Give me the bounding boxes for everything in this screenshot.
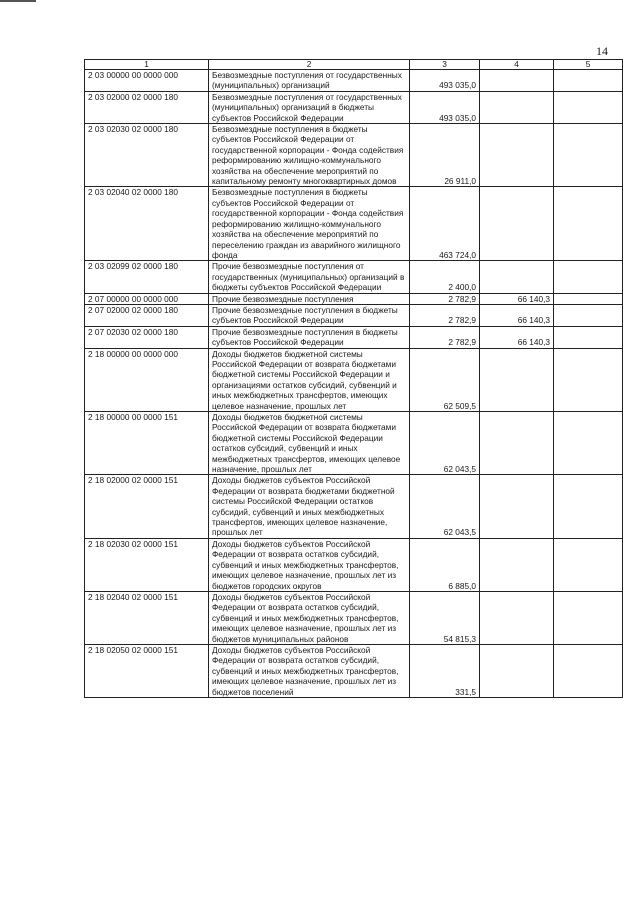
name-cell: Безвозмездные поступления в бюджеты субъектов Российской Федерации от государственной корпорации - Фонда содействия реформированию жилищно-коммунального хозяйства на обеспечение мероприятий по капитальному ремонту многоквартирных домов [209, 124, 410, 187]
value-col3-cell: 62 043,5 [410, 412, 480, 475]
column-header: 5 [554, 60, 623, 70]
code-cell: 2 07 02030 02 0000 180 [85, 326, 209, 348]
table-body [85, 70, 623, 698]
name-cell: Прочие безвозмездные поступления в бюджеты субъектов Российской Федерации [209, 304, 410, 326]
name-cell: Доходы бюджетов субъектов Российской Федерации от возврата остатков субсидий, субвенций и иных межбюджетных трансфертов, имеющих целевое назначение, прошлых лет из бюджетов поселений [209, 644, 410, 697]
value-col4-cell [480, 124, 554, 187]
value-col3-cell: 54 815,3 [410, 591, 480, 644]
value-col5-cell [554, 538, 623, 591]
code-cell: 2 18 02050 02 0000 151 [85, 644, 209, 697]
value-col3-cell: 493 035,0 [410, 70, 480, 92]
value-col5-cell [554, 326, 623, 348]
table-row [85, 304, 623, 326]
value-col4-cell: 66 140,3 [480, 326, 554, 348]
column-header: 3 [410, 60, 480, 70]
budget-table [84, 59, 623, 698]
table-row [85, 591, 623, 644]
name-cell: Прочие безвозмездные поступления [209, 293, 410, 304]
code-cell: 2 18 00000 00 0000 000 [85, 348, 209, 411]
value-col3-cell: 26 911,0 [410, 124, 480, 187]
value-col3-cell: 62 043,5 [410, 475, 480, 538]
code-cell: 2 03 02000 02 0000 180 [85, 91, 209, 123]
name-cell: Прочие безвозмездные поступления в бюджеты субъектов Российской Федерации [209, 326, 410, 348]
code-cell: 2 18 02040 02 0000 151 [85, 591, 209, 644]
table-row [85, 538, 623, 591]
code-cell: 2 03 02099 02 0000 180 [85, 261, 209, 293]
value-col4-cell [480, 91, 554, 123]
name-cell: Доходы бюджетов бюджетной системы Российской Федерации от возврата бюджетами бюджетной системы Российской Федерации остатков субсидий, субвенций и иных межбюджетных трансфертов, имеющих целевое назначение, прошлых лет [209, 412, 410, 475]
name-cell: Доходы бюджетов субъектов Российской Федерации от возврата остатков субсидий, субвенций и иных межбюджетных трансфертов, имеющих целевое назначение, прошлых лет из бюджетов городских округов [209, 538, 410, 591]
table-row [85, 91, 623, 123]
code-cell: 2 07 00000 00 0000 000 [85, 293, 209, 304]
column-header: 4 [480, 60, 554, 70]
code-cell: 2 07 02000 02 0000 180 [85, 304, 209, 326]
value-col4-cell [480, 538, 554, 591]
value-col3-cell: 2 782,9 [410, 293, 480, 304]
value-col4-cell [480, 261, 554, 293]
value-col4-cell [480, 591, 554, 644]
value-col5-cell [554, 412, 623, 475]
code-cell: 2 18 02030 02 0000 151 [85, 538, 209, 591]
column-header: 2 [209, 60, 410, 70]
value-col4-cell [480, 475, 554, 538]
value-col5-cell [554, 348, 623, 411]
table-row [85, 187, 623, 261]
table-row [85, 70, 623, 92]
value-col3-cell: 2 782,9 [410, 304, 480, 326]
value-col3-cell: 463 724,0 [410, 187, 480, 261]
table-row [85, 124, 623, 187]
value-col3-cell: 331,5 [410, 644, 480, 697]
table-row [85, 348, 623, 411]
value-col4-cell [480, 412, 554, 475]
value-col3-cell: 62 509,5 [410, 348, 480, 411]
code-cell: 2 03 02040 02 0000 180 [85, 187, 209, 261]
value-col5-cell [554, 475, 623, 538]
table-row [85, 293, 623, 304]
value-col4-cell [480, 70, 554, 92]
name-cell: Безвозмездные поступления от государственных (муниципальных) организаций [209, 70, 410, 92]
value-col5-cell [554, 644, 623, 697]
name-cell: Безвозмездные поступления от государственных (муниципальных) организаций в бюджеты субъектов Российской Федерации [209, 91, 410, 123]
value-col5-cell [554, 70, 623, 92]
value-col5-cell [554, 187, 623, 261]
name-cell: Доходы бюджетов субъектов Российской Федерации от возврата остатков субсидий, субвенций и иных межбюджетных трансфертов, имеющих целевое назначение, прошлых лет из бюджетов муниципальных районов [209, 591, 410, 644]
table-row [85, 261, 623, 293]
value-col5-cell [554, 591, 623, 644]
value-col4-cell: 66 140,3 [480, 293, 554, 304]
name-cell: Доходы бюджетов субъектов Российской Федерации от возврата бюджетами бюджетной системы Российской Федерации остатков субсидий, субвенций и иных межбюджетных трансфертов, имеющих целевое назначение, прошлых лет [209, 475, 410, 538]
name-cell: Прочие безвозмездные поступления от государственных (муниципальных) организаций в бюджеты субъектов Российской Федерации [209, 261, 410, 293]
value-col3-cell: 2 400,0 [410, 261, 480, 293]
value-col4-cell [480, 187, 554, 261]
table-row [85, 475, 623, 538]
scan-edge-mark [0, 0, 36, 2]
table-row [85, 326, 623, 348]
value-col4-cell [480, 348, 554, 411]
code-cell: 2 03 00000 00 0000 000 [85, 70, 209, 92]
code-cell: 2 18 00000 00 0000 151 [85, 412, 209, 475]
table-row [85, 644, 623, 697]
value-col5-cell [554, 91, 623, 123]
code-cell: 2 18 02000 02 0000 151 [85, 475, 209, 538]
value-col4-cell [480, 644, 554, 697]
value-col5-cell [554, 304, 623, 326]
value-col3-cell: 493 035,0 [410, 91, 480, 123]
code-cell: 2 03 02030 02 0000 180 [85, 124, 209, 187]
value-col4-cell: 66 140,3 [480, 304, 554, 326]
value-col3-cell: 6 885,0 [410, 538, 480, 591]
name-cell: Безвозмездные поступления в бюджеты субъектов Российской Федерации от государственной корпорации - Фонда содействия реформированию жилищно-коммунального хозяйства на обеспечение мероприятий по переселению граждан из аварийного жилищного фонда [209, 187, 410, 261]
name-cell: Доходы бюджетов бюджетной системы Российской Федерации от возврата бюджетами бюджетной системы Российской Федерации и организациями остатков субсидий, субвенций и иных межбюджетных трансфертов, имеющих целевое назначение, прошлых лет [209, 348, 410, 411]
value-col5-cell [554, 261, 623, 293]
table-row [85, 412, 623, 475]
value-col5-cell [554, 124, 623, 187]
value-col3-cell: 2 782,9 [410, 326, 480, 348]
column-header: 1 [85, 60, 209, 70]
page-number: 14 [596, 44, 608, 58]
value-col5-cell [554, 293, 623, 304]
table-header-row [85, 60, 623, 70]
